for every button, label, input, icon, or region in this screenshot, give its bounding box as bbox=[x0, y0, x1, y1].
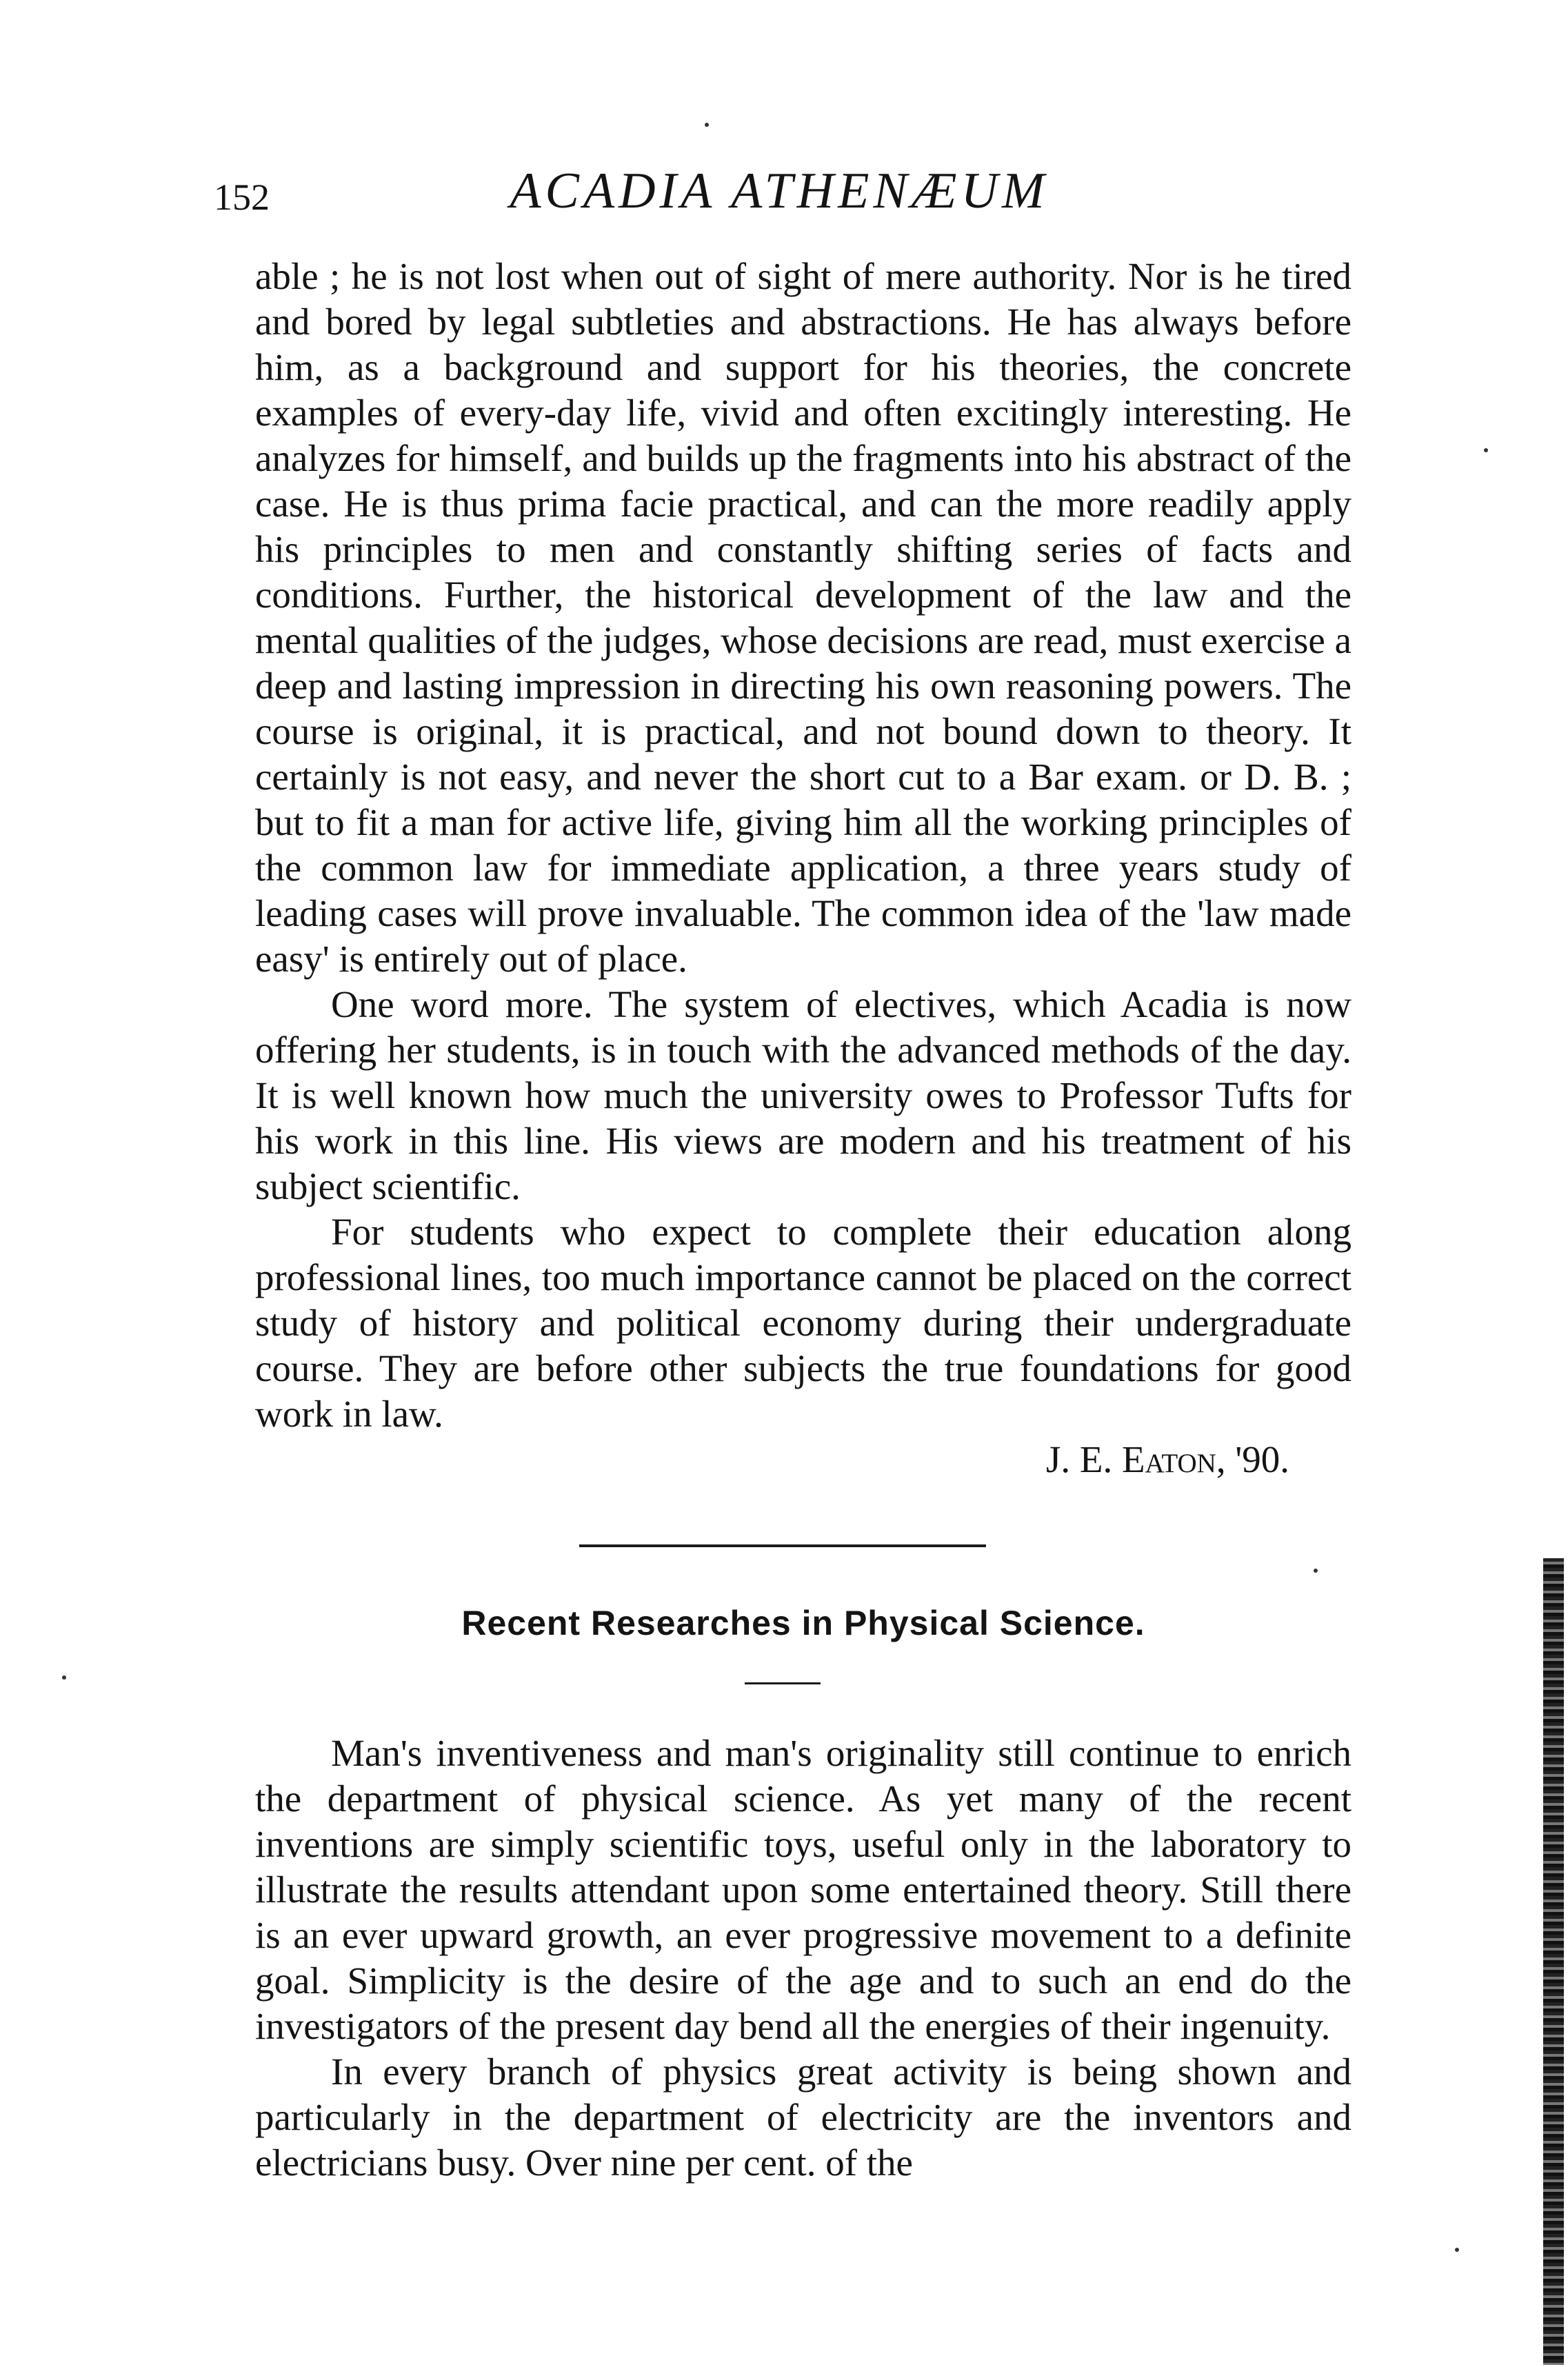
scan-edge-shadow bbox=[1543, 1558, 1564, 2365]
article-paragraph: able ; he is not lost when out of sight of mere authority. Nor is he tired and bored by legal subtleties and abstractions. He has always before him, as a background and support for his theories, the concrete examples of every-day life, vivid and often excitingly interesting. He analyzes for himself, and builds up the fragments into his abstract of the case. He is thus prima facie practical, and can the more readily apply his principles to men and constantly shifting series of facts and conditions. Further, the historical development of the law and the mental qualities of the judges, whose decisions are read, must exercise a deep and lasting impression in directing his own reasoning powers. The course is original, it is practical, and not bound down to theory. It certainly is not easy, and never the short cut to a Bar exam. or D. B. ; but to fit a man for active life, giving him all the working principles of the common law for immediate application, a three years study of leading cases will prove invaluable. The common idea of the 'law made easy' is entirely out of place. bbox=[255, 255, 1351, 980]
article-paragraph: One word more. The system of electives, which Acadia is now offering her students, is in touch with the advanced methods of the day. It is well known how much the university owes to Professor Tufts for his work in this line. His views are modern and his treatment of his subject scientific. bbox=[255, 983, 1351, 1207]
running-head: ACADIA ATHENÆUM bbox=[510, 163, 1049, 219]
scan-speck bbox=[62, 1675, 66, 1680]
author-signature bbox=[255, 1437, 1351, 1482]
section-divider bbox=[579, 1544, 986, 1547]
article-paragraph: Man's inventiveness and man's originality still continue to enrich the department of physical science. As yet many of the recent inventions are simply scientific toys, useful only in the laboratory to illustrate the results attendant upon some entertained theory. Still there is an ever upward growth, an ever progressive movement to a definite goal. Simplicity is the desire of the age and to such an end do the investigators of the present day bend all the energies of their ingenuity. bbox=[255, 1732, 1351, 2047]
title-underline bbox=[745, 1682, 821, 1684]
continued-article bbox=[255, 254, 1351, 1482]
scan-speck bbox=[1455, 2248, 1459, 2252]
scan-speck bbox=[705, 123, 709, 127]
new-article bbox=[255, 1731, 1351, 2186]
signature-year: , '90. bbox=[1216, 1438, 1289, 1480]
article-paragraph: For students who expect to complete their education along professional lines, too much importance cannot be placed on the correct study of history and political economy during their undergraduate course. They are before other subjects the true foundations for good work in law. bbox=[255, 1211, 1351, 1435]
scan-speck bbox=[1484, 448, 1488, 452]
article-paragraph: In every branch of physics great activity is being shown and particularly in the department of electricity are the inventors and electricians busy. Over nine per cent. of the bbox=[255, 2051, 1351, 2184]
page-header bbox=[214, 162, 1345, 238]
signature-name: Eaton bbox=[1121, 1438, 1216, 1480]
page-number: 152 bbox=[214, 177, 270, 218]
signature-initials: J. E. bbox=[1045, 1438, 1122, 1480]
article-title: Recent Researches in Physical Science. bbox=[461, 1604, 1145, 1642]
scan-speck bbox=[1314, 1569, 1318, 1573]
